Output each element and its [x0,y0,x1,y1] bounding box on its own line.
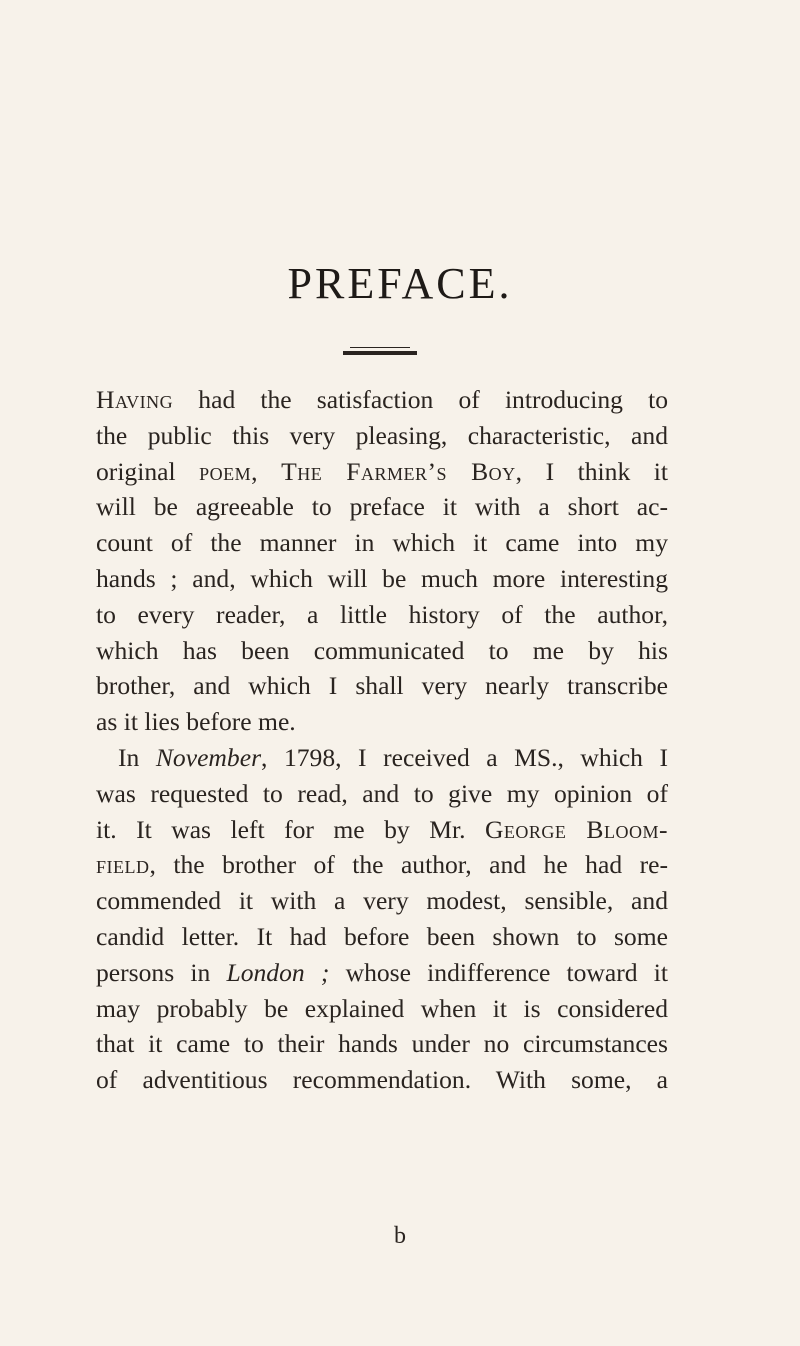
text-segment: was requested to read, and to give my opinion of [96,778,668,808]
text-line [96,740,668,776]
text-segment: count of the manner in which it came into my [96,528,668,558]
text-line [96,454,668,490]
text-segment: , [251,456,282,486]
text-segment: whose indifference toward it [329,957,669,987]
text-segment: of adventitious recommendation. With some, a [96,1065,668,1095]
text-segment: brother, and which I shall very nearly transcribe [96,671,668,701]
text-line [96,847,668,883]
text-segment: In [118,742,156,772]
text-segment: persons in [96,957,227,987]
signature-mark: b [394,1223,406,1249]
text-segment: as it lies before me. [96,707,296,737]
text-line [96,382,668,418]
text-line [96,1026,668,1062]
text-line [96,812,668,848]
preface-body [96,382,668,1098]
text-line [96,561,668,597]
text-segment: George Bloom- [484,814,668,844]
text-segment: , 1798, I received a MS., which I [261,742,669,772]
page-title: PREFACE. [287,259,513,308]
text-segment: original [96,456,200,486]
text-line [96,597,668,633]
text-line [96,991,668,1027]
text-segment: Having [96,385,174,414]
text-segment: which has been communicated to me by his [96,635,668,665]
text-segment: , I think it [515,456,668,486]
text-segment: it. It was left for me by Mr. [96,814,485,844]
text-segment: may probably be explained when it is considered [96,993,668,1023]
text-line [96,633,668,669]
text-line [96,704,668,740]
text-segment: hands ; and, which will be much more interesting [96,563,668,593]
text-line [96,525,668,561]
text-segment: candid letter. It had before been shown to some [96,921,668,951]
text-line [96,883,668,919]
text-segment: to every reader, a little history of the author, [96,599,668,629]
text-line [96,919,668,955]
text-segment: the public this very pleasing, characteristic, and [96,420,668,450]
text-segment: field [96,850,150,880]
rule-thin-line [350,347,410,348]
text-line [96,776,668,812]
text-line [96,489,668,525]
text-line [96,668,668,704]
text-segment: , the brother of the author, and he had re- [149,850,668,880]
text-segment: that it came to their hands under no circumstances [96,1029,668,1059]
text-segment: London ; [226,957,330,987]
text-segment: poem [199,456,252,486]
text-line [96,418,668,454]
text-segment: had the satisfaction of introducing to [173,385,668,414]
text-segment: November [155,742,262,772]
text-segment: commended it with a very modest, sensible, and [96,886,668,916]
text-segment: will be agreeable to preface it with a short ac- [96,492,668,522]
text-line [96,955,668,991]
text-segment: The Farmer’s Boy [281,456,516,486]
rule-thick-line [343,351,417,355]
text-line [96,1062,668,1098]
